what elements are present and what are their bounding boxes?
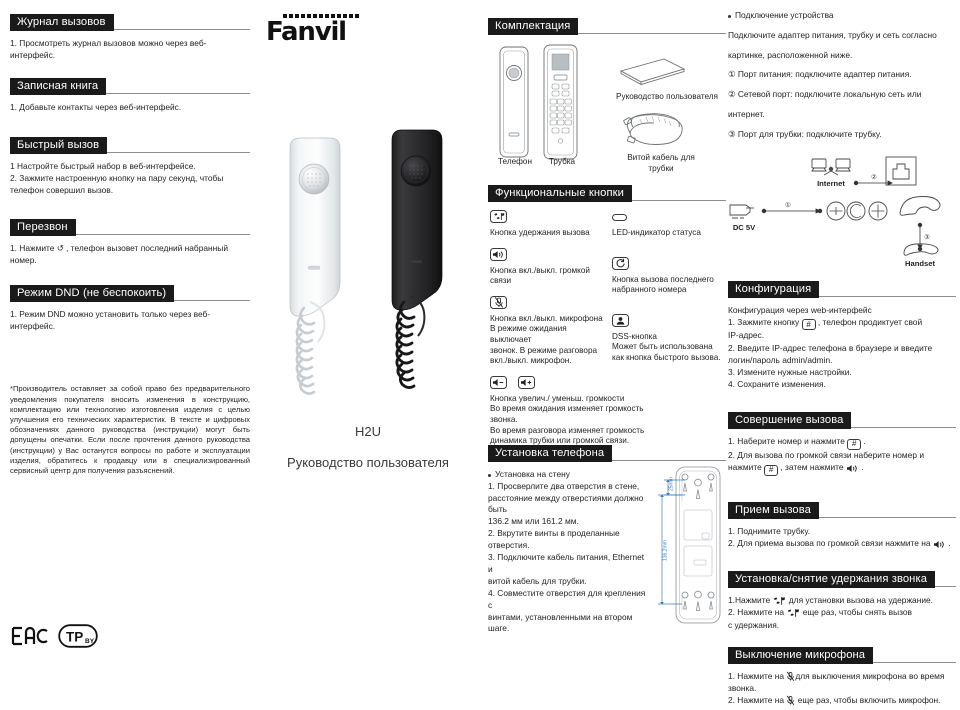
body-line: ② Сетевой порт: подключите локальную сеть или [728,89,922,100]
section-header [488,445,726,462]
section-body [10,95,250,114]
brand-logo [266,14,386,45]
section-body [10,31,250,62]
speaker-icon[interactable] [933,540,946,549]
body-line-mute: 1. Нажмите на для выключения микрофона во время звонка. [728,671,945,693]
section-title: Быстрый вызов [10,137,107,154]
speaker-icon[interactable] [846,464,859,473]
section-body [10,236,250,267]
section-title: Записная книга [10,78,106,95]
header-rule [819,502,956,518]
body-line: винтами, установленными на втором шаге. [488,611,633,634]
body-line: 4. Сохраните изменения. [728,378,826,389]
body-line: интерфейс. [10,50,56,61]
bullet-icon [728,15,731,18]
body-line: 136.2 мм или 161.2 мм. [488,516,579,527]
section-dnd [10,285,250,333]
product-model: H2U [354,424,381,439]
header-rule [873,647,956,663]
document-title: Руководство пользователя [287,455,449,470]
function-label: Кнопка вызова последнего [612,274,714,284]
section-header [488,18,726,35]
wall-mount-illustration [652,464,726,626]
body-line-hash: нажмите # , затем нажмите . [728,462,864,475]
white-phone [290,138,340,394]
body-line: 1 Настройте быстрый набор в веб-интерфейсе. [10,161,196,172]
section-title: Установка/снятие удержания звонка [728,571,935,588]
connection-bullet [728,10,956,21]
body-line: 1. Режим DND можно установить только через веб- [10,308,211,319]
section-header [488,185,726,202]
header-rule [819,281,956,297]
function-item-mic-mute [490,294,610,367]
spacer [10,271,250,285]
connection-diagram [728,149,956,267]
header-rule [851,412,956,428]
black-phone [392,130,442,388]
body-line: расстояние между отверстиями должно быть [488,492,644,515]
body-line: ③ Порт для трубки: подключите трубку. [728,128,882,139]
function-item-volume [490,374,728,447]
header-rule [632,185,726,201]
section-header [728,281,956,298]
section-header [10,137,250,154]
connection-illustration [728,149,956,267]
section-header [728,502,956,519]
function-label-extra: Во время ожидания изменяет громкость [490,404,644,414]
section-title: Журнал вызовов [10,14,114,31]
function-item-led [612,208,726,239]
header-rule [578,18,726,34]
function-label: Кнопка удержания вызова [490,228,590,237]
section-installation [488,445,726,635]
hold-icon[interactable] [772,596,786,606]
section-body [728,429,956,475]
header-rule [106,78,250,94]
eac-mark-icon [10,625,50,647]
section-header [10,219,250,236]
body-line: IP-адрес. [728,330,765,341]
section-title: Выключение микрофона [728,647,873,664]
section-body [10,302,250,333]
phones-illustration [252,52,484,422]
section-device-connection [728,10,956,267]
section-package-contents [488,18,726,185]
svg-text:TP: TP [66,629,84,645]
kit-label-cord: Витой кабель для трубки [627,153,695,173]
section-speed-dial [10,137,250,197]
volume-up-icon[interactable] [518,376,535,389]
body-line: логин/пароль admin/admin. [728,354,833,365]
volume-down-icon[interactable] [490,376,507,389]
hash-key-icon[interactable]: # [764,465,778,476]
hash-key-icon[interactable]: # [802,319,816,330]
spacer [10,66,250,78]
function-buttons-right [612,208,726,371]
section-body [728,519,956,550]
body-line: 3. Подключите кабель питания, Ethernet и [488,552,645,574]
function-label-extra: В режиме ожидания выключает [490,324,567,344]
function-item-hold [490,208,610,239]
section-title: Перезвон [10,219,76,236]
function-item-speaker [490,246,610,287]
middle-column [488,0,726,639]
dimension-large: 136.2mm [662,540,669,561]
body-line: картинке, расположенной ниже. [728,49,853,60]
body-line: 1. Просмотреть журнал вызовов можно через веб- [10,38,207,48]
function-label-extra: связи [490,276,512,286]
body-line-hash: 1. Зажмите кнопку # , телефон продиктует свой [728,316,923,329]
body-line-speaker: 2. Для приема вызова по громкой связи нажмите на . [728,537,951,548]
mic-mute-icon[interactable] [490,296,507,309]
kit-label-phone: Телефон [498,157,532,166]
body-line: 2. Вкрутите винты в проделанные отверстия. [488,528,620,551]
header-rule [935,571,956,587]
section-body [10,154,250,197]
body-line: 4. Совместите отверстия для крепления с [488,587,646,610]
installation-body [488,462,726,635]
body-line: 2. Введите IP-адрес телефона в браузере и введите [728,342,933,353]
section-function-buttons [488,185,726,446]
function-item-redial [612,255,726,296]
mic-mute-icon[interactable] [786,671,795,682]
body-line: 2. Зажмите настроенную кнопку на пару секунд, чтобы [10,173,224,184]
connection-bullet-label: Подключение устройства [735,10,834,20]
section-header [10,14,250,31]
function-label-extra: Может быть использована [612,342,713,352]
header-rule [114,14,250,30]
body-line: 1. Поднимите трубку. [728,525,811,536]
body-line: с удержания. [728,619,780,630]
marker-power: ① [785,201,791,209]
spacer [10,117,250,137]
section-mute [728,647,956,706]
function-label-extra: как кнопка быстрого вызова. [612,352,721,362]
dimension-small: 25mm [668,477,675,491]
mic-mute-icon[interactable] [786,695,795,706]
function-label-extra: Во время разговора изменяет громкость [490,425,645,435]
header-rule [76,219,250,235]
body-line: 1. Просверлите два отверстия в стене, [488,480,640,491]
function-label: Кнопка вкл./выкл. микрофона [490,313,603,323]
section-header [10,78,250,95]
body-line: ① Порт питания: подключите адаптер питания. [728,69,912,80]
function-label: Кнопка вкл./выкл. громкой [490,265,590,275]
installation-bullet-label: Установка на стену [495,469,570,479]
section-call-hold [728,571,956,631]
body-line: интернет. [728,108,765,119]
svg-text:BY: BY [85,638,95,646]
speaker-icon[interactable] [490,248,507,261]
header-rule [174,285,250,301]
wall-mount-diagram [652,464,726,626]
section-header [728,412,956,429]
left-column [10,0,250,648]
function-label-extra: звонок. В режиме разговора [490,345,598,355]
package-contents-figure [488,35,726,185]
function-label-extra: динамика трубки или громкой связи. [490,436,630,446]
right-column [728,0,956,710]
section-header [728,571,956,588]
hash-key-icon[interactable]: # [847,439,861,450]
led-indicator-icon [612,214,627,221]
label-power: DC 5V [732,222,756,232]
section-configuration [728,281,956,391]
body-line: телефон совершил вызов. [10,185,114,196]
section-title: Прием вызова [728,502,819,519]
bullet-icon [488,474,491,477]
header-rule [612,445,726,461]
section-title: Конфигурация [728,281,819,298]
section-title: Установка телефона [488,445,612,462]
body-line: Подключите адаптер питания, трубку и сеть согласно [728,29,937,40]
function-buttons-grid [488,202,726,446]
legal-disclaimer: *Производитель оставляет за собой право без предварительного уведомления покупателя вносить изменения в конструкцию, комплектацию или технологию изготовления изделия с целью улучшения его технических характеристик. В тексте и цифровых обозначениях данного руководства (инструкции) могут быть допущены опечатки. Если после прочтения данного руководства (инструкции) у Вас останутся вопросы по работе и эксплуатации изделия, обратитесь к продавцу или в специализированный сервисный центр для получения разъяснений. [10,384,250,476]
function-item-dss [612,312,726,364]
body-line: номер. [10,255,37,266]
kit-label-handset: Трубка [548,157,576,166]
function-label: Кнопка увелич./ уменьш. громкости [490,393,625,403]
installation-text [488,469,646,635]
body-line: 1. Нажмите ↺ , телефон вызовет последний набранный [10,243,228,254]
spacer [10,336,250,384]
body-line: 3. Измените нужные настройки. [728,366,852,377]
section-title: Режим DND (не беспокоить) [10,285,174,302]
redial-icon[interactable] [612,257,629,270]
body-line: интерфейс. [10,320,56,331]
marker-handset: ③ [924,233,930,241]
section-make-call [728,412,956,475]
section-body [728,298,956,391]
marker-network: ② [871,173,877,181]
body-line: Конфигурация через web-интерфейс [728,304,872,315]
function-label-extra: вкл./выкл. микрофон. [490,356,572,366]
spacer [10,476,250,624]
label-internet: Internet [817,178,845,188]
installation-bullet [488,469,646,481]
function-label: DSS-кнопка [612,331,657,341]
brand-name: Fanvil [266,17,346,47]
function-label-extra: набранного номера [612,285,687,295]
body-line: витой кабель для трубки. [488,575,587,586]
hold-icon[interactable] [786,608,800,618]
section-header [10,285,250,302]
tp-by-mark-icon [58,624,98,648]
kit-label-manual: Руководство пользователя [616,92,718,101]
body-line: 2. Для вызова по громкой связи наберите номер и [728,450,925,461]
body-line-hold: 1.Нажмите для установки вызова на удержание. [728,595,933,606]
function-label: LED-индикатор статуса [612,228,701,237]
body-line-hash: 1. Наберите номер и нажмите # . [728,436,866,449]
body-line-mute: 2. Нажмите на еще раз, чтобы включить микрофон. [728,694,941,705]
section-title: Комплектация [488,18,578,35]
label-handset: Handset [905,258,935,268]
product-photo [252,52,484,422]
body-line: 1. Добавьте контакты через веб-интерфейс. [10,101,182,112]
section-body [728,664,956,706]
section-phonebook [10,78,250,114]
section-redial [10,219,250,267]
section-header [728,647,956,664]
spacer [10,201,250,219]
section-body [728,588,956,631]
function-label-extra: звонка. [490,414,518,424]
dss-icon[interactable] [612,314,629,327]
section-title: Совершение вызова [728,412,851,429]
section-call-log [10,14,250,62]
section-title: Функциональные кнопки [488,185,632,202]
certification-marks [10,624,250,648]
hold-icon[interactable] [490,210,507,223]
section-receive-call [728,502,956,550]
body-line-hold: 2. Нажмите на еще раз, чтобы снять вызов [728,607,912,618]
connection-text [728,10,956,140]
header-rule [107,137,250,153]
